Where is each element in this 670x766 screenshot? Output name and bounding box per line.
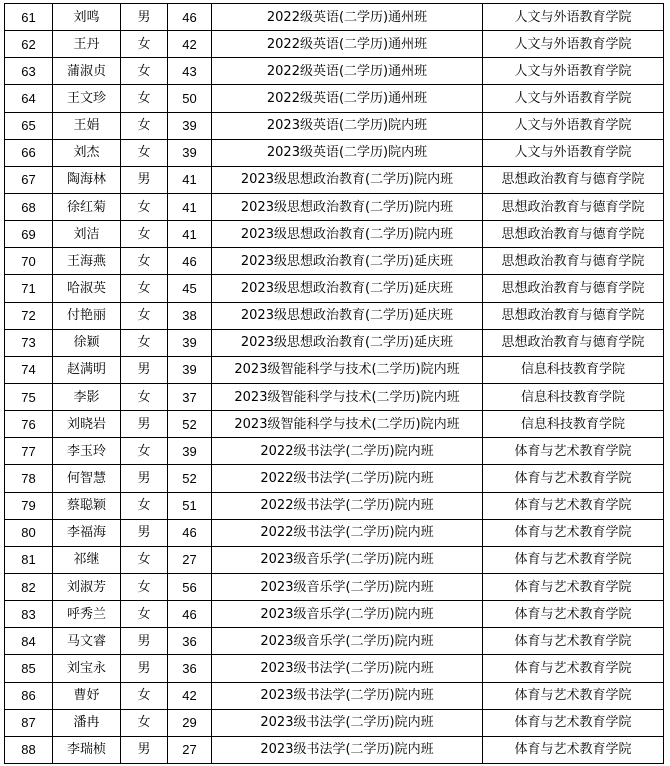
cell-college: 体育与艺术教育学院 bbox=[483, 709, 664, 736]
cell-gender: 女 bbox=[121, 383, 168, 410]
cell-number: 83 bbox=[5, 601, 53, 628]
cell-gender: 女 bbox=[121, 139, 168, 166]
cell-name: 刘晓岩 bbox=[53, 411, 121, 438]
cell-number: 72 bbox=[5, 302, 53, 329]
cell-college: 人文与外语教育学院 bbox=[483, 4, 664, 31]
cell-college: 信息科技教育学院 bbox=[483, 383, 664, 410]
cell-age: 46 bbox=[168, 601, 212, 628]
cell-number: 81 bbox=[5, 546, 53, 573]
cell-age: 27 bbox=[168, 736, 212, 763]
cell-number: 73 bbox=[5, 329, 53, 356]
cell-college: 人文与外语教育学院 bbox=[483, 58, 664, 85]
cell-number: 61 bbox=[5, 4, 53, 31]
cell-name: 潘冉 bbox=[53, 709, 121, 736]
cell-college: 体育与艺术教育学院 bbox=[483, 492, 664, 519]
cell-age: 52 bbox=[168, 465, 212, 492]
cell-age: 39 bbox=[168, 356, 212, 383]
table-row bbox=[5, 329, 664, 356]
cell-gender: 女 bbox=[121, 601, 168, 628]
cell-college: 人文与外语教育学院 bbox=[483, 112, 664, 139]
cell-gender: 女 bbox=[121, 193, 168, 220]
cell-college: 信息科技教育学院 bbox=[483, 411, 664, 438]
cell-gender: 男 bbox=[121, 736, 168, 763]
cell-name: 蔡聪颖 bbox=[53, 492, 121, 519]
cell-number: 66 bbox=[5, 139, 53, 166]
cell-name: 何智慧 bbox=[53, 465, 121, 492]
cell-college: 体育与艺术教育学院 bbox=[483, 601, 664, 628]
table-row bbox=[5, 682, 664, 709]
table-row bbox=[5, 736, 664, 763]
cell-college: 思想政治教育与德育学院 bbox=[483, 302, 664, 329]
cell-age: 27 bbox=[168, 546, 212, 573]
table-row bbox=[5, 221, 664, 248]
roster-table-body bbox=[5, 4, 664, 764]
cell-gender: 女 bbox=[121, 709, 168, 736]
cell-gender: 女 bbox=[121, 248, 168, 275]
cell-college: 人文与外语教育学院 bbox=[483, 139, 664, 166]
cell-class: 2023级英语(二学历)院内班 bbox=[212, 112, 483, 139]
cell-name: 赵满明 bbox=[53, 356, 121, 383]
cell-age: 36 bbox=[168, 628, 212, 655]
cell-gender: 男 bbox=[121, 166, 168, 193]
table-row bbox=[5, 166, 664, 193]
cell-age: 46 bbox=[168, 248, 212, 275]
cell-name: 徐颖 bbox=[53, 329, 121, 356]
cell-age: 41 bbox=[168, 166, 212, 193]
cell-number: 87 bbox=[5, 709, 53, 736]
cell-number: 74 bbox=[5, 356, 53, 383]
cell-number: 85 bbox=[5, 655, 53, 682]
cell-name: 付艳丽 bbox=[53, 302, 121, 329]
cell-class: 2023级智能科学与技术(二学历)院内班 bbox=[212, 411, 483, 438]
table-row bbox=[5, 383, 664, 410]
cell-gender: 男 bbox=[121, 519, 168, 546]
cell-number: 77 bbox=[5, 438, 53, 465]
cell-name: 刘杰 bbox=[53, 139, 121, 166]
cell-number: 76 bbox=[5, 411, 53, 438]
cell-class: 2022级英语(二学历)通州班 bbox=[212, 58, 483, 85]
cell-class: 2023级书法学(二学历)院内班 bbox=[212, 709, 483, 736]
cell-age: 41 bbox=[168, 193, 212, 220]
cell-class: 2022级书法学(二学历)院内班 bbox=[212, 438, 483, 465]
cell-name: 李福海 bbox=[53, 519, 121, 546]
cell-gender: 女 bbox=[121, 492, 168, 519]
cell-class: 2023级音乐学(二学历)院内班 bbox=[212, 601, 483, 628]
cell-gender: 男 bbox=[121, 411, 168, 438]
cell-number: 88 bbox=[5, 736, 53, 763]
cell-gender: 女 bbox=[121, 58, 168, 85]
table-row bbox=[5, 438, 664, 465]
cell-number: 68 bbox=[5, 193, 53, 220]
cell-age: 46 bbox=[168, 519, 212, 546]
cell-name: 刘宝永 bbox=[53, 655, 121, 682]
cell-age: 42 bbox=[168, 31, 212, 58]
cell-class: 2023级书法学(二学历)院内班 bbox=[212, 682, 483, 709]
cell-name: 刘鸣 bbox=[53, 4, 121, 31]
cell-college: 思想政治教育与德育学院 bbox=[483, 248, 664, 275]
cell-number: 75 bbox=[5, 383, 53, 410]
cell-college: 体育与艺术教育学院 bbox=[483, 573, 664, 600]
cell-class: 2023级思想政治教育(二学历)延庆班 bbox=[212, 275, 483, 302]
cell-number: 84 bbox=[5, 628, 53, 655]
cell-name: 刘洁 bbox=[53, 221, 121, 248]
cell-name: 王丹 bbox=[53, 31, 121, 58]
cell-age: 39 bbox=[168, 112, 212, 139]
cell-number: 71 bbox=[5, 275, 53, 302]
cell-college: 体育与艺术教育学院 bbox=[483, 465, 664, 492]
cell-number: 63 bbox=[5, 58, 53, 85]
table-row bbox=[5, 112, 664, 139]
cell-number: 86 bbox=[5, 682, 53, 709]
table-row bbox=[5, 4, 664, 31]
cell-class: 2022级书法学(二学历)院内班 bbox=[212, 465, 483, 492]
cell-college: 体育与艺术教育学院 bbox=[483, 736, 664, 763]
cell-class: 2023级思想政治教育(二学历)院内班 bbox=[212, 193, 483, 220]
cell-college: 思想政治教育与德育学院 bbox=[483, 275, 664, 302]
cell-name: 刘淑芳 bbox=[53, 573, 121, 600]
cell-college: 信息科技教育学院 bbox=[483, 356, 664, 383]
cell-class: 2023级音乐学(二学历)院内班 bbox=[212, 573, 483, 600]
cell-class: 2023级智能科学与技术(二学历)院内班 bbox=[212, 356, 483, 383]
cell-college: 思想政治教育与德育学院 bbox=[483, 329, 664, 356]
cell-college: 体育与艺术教育学院 bbox=[483, 546, 664, 573]
cell-name: 蒲淑贞 bbox=[53, 58, 121, 85]
cell-college: 思想政治教育与德育学院 bbox=[483, 166, 664, 193]
table-row bbox=[5, 709, 664, 736]
table-row bbox=[5, 85, 664, 112]
table-row bbox=[5, 58, 664, 85]
cell-class: 2023级书法学(二学历)院内班 bbox=[212, 655, 483, 682]
cell-age: 56 bbox=[168, 573, 212, 600]
cell-age: 45 bbox=[168, 275, 212, 302]
table-row bbox=[5, 546, 664, 573]
cell-gender: 女 bbox=[121, 275, 168, 302]
cell-age: 43 bbox=[168, 58, 212, 85]
cell-age: 29 bbox=[168, 709, 212, 736]
table-row bbox=[5, 139, 664, 166]
cell-name: 王文珍 bbox=[53, 85, 121, 112]
cell-college: 思想政治教育与德育学院 bbox=[483, 221, 664, 248]
cell-class: 2022级英语(二学历)通州班 bbox=[212, 31, 483, 58]
cell-age: 39 bbox=[168, 438, 212, 465]
table-row bbox=[5, 31, 664, 58]
cell-name: 曹妤 bbox=[53, 682, 121, 709]
cell-age: 51 bbox=[168, 492, 212, 519]
cell-gender: 女 bbox=[121, 31, 168, 58]
cell-age: 46 bbox=[168, 4, 212, 31]
cell-name: 李影 bbox=[53, 383, 121, 410]
cell-class: 2023级音乐学(二学历)院内班 bbox=[212, 628, 483, 655]
cell-class: 2023级思想政治教育(二学历)延庆班 bbox=[212, 248, 483, 275]
cell-number: 70 bbox=[5, 248, 53, 275]
cell-gender: 女 bbox=[121, 85, 168, 112]
cell-gender: 男 bbox=[121, 356, 168, 383]
table-row bbox=[5, 302, 664, 329]
table-row bbox=[5, 655, 664, 682]
cell-class: 2023级思想政治教育(二学历)院内班 bbox=[212, 221, 483, 248]
cell-college: 体育与艺术教育学院 bbox=[483, 682, 664, 709]
cell-class: 2022级英语(二学历)通州班 bbox=[212, 85, 483, 112]
cell-class: 2022级书法学(二学历)院内班 bbox=[212, 519, 483, 546]
cell-class: 2023级英语(二学历)院内班 bbox=[212, 139, 483, 166]
cell-gender: 女 bbox=[121, 112, 168, 139]
cell-name: 徐红菊 bbox=[53, 193, 121, 220]
cell-number: 64 bbox=[5, 85, 53, 112]
cell-name: 王海燕 bbox=[53, 248, 121, 275]
cell-class: 2023级书法学(二学历)院内班 bbox=[212, 736, 483, 763]
cell-name: 呼秀兰 bbox=[53, 601, 121, 628]
cell-name: 李瑞桢 bbox=[53, 736, 121, 763]
table-row bbox=[5, 411, 664, 438]
table-row bbox=[5, 275, 664, 302]
cell-college: 体育与艺术教育学院 bbox=[483, 655, 664, 682]
cell-name: 马文睿 bbox=[53, 628, 121, 655]
cell-class: 2022级英语(二学历)通州班 bbox=[212, 4, 483, 31]
cell-gender: 女 bbox=[121, 573, 168, 600]
cell-age: 38 bbox=[168, 302, 212, 329]
cell-number: 67 bbox=[5, 166, 53, 193]
cell-gender: 女 bbox=[121, 302, 168, 329]
cell-number: 69 bbox=[5, 221, 53, 248]
cell-name: 王娟 bbox=[53, 112, 121, 139]
cell-college: 思想政治教育与德育学院 bbox=[483, 193, 664, 220]
cell-name: 祁继 bbox=[53, 546, 121, 573]
table-row bbox=[5, 492, 664, 519]
cell-class: 2023级音乐学(二学历)院内班 bbox=[212, 546, 483, 573]
cell-class: 2023级智能科学与技术(二学历)院内班 bbox=[212, 383, 483, 410]
table-row bbox=[5, 601, 664, 628]
table-row bbox=[5, 628, 664, 655]
cell-age: 41 bbox=[168, 221, 212, 248]
cell-college: 体育与艺术教育学院 bbox=[483, 438, 664, 465]
cell-name: 哈淑英 bbox=[53, 275, 121, 302]
cell-number: 78 bbox=[5, 465, 53, 492]
cell-age: 52 bbox=[168, 411, 212, 438]
cell-number: 62 bbox=[5, 31, 53, 58]
cell-age: 37 bbox=[168, 383, 212, 410]
cell-number: 80 bbox=[5, 519, 53, 546]
cell-gender: 女 bbox=[121, 329, 168, 356]
cell-age: 36 bbox=[168, 655, 212, 682]
table-row bbox=[5, 519, 664, 546]
cell-gender: 女 bbox=[121, 438, 168, 465]
cell-class: 2023级思想政治教育(二学历)延庆班 bbox=[212, 302, 483, 329]
cell-college: 人文与外语教育学院 bbox=[483, 31, 664, 58]
table-row bbox=[5, 356, 664, 383]
table-row bbox=[5, 573, 664, 600]
cell-number: 79 bbox=[5, 492, 53, 519]
cell-gender: 男 bbox=[121, 628, 168, 655]
table-row bbox=[5, 465, 664, 492]
cell-gender: 女 bbox=[121, 546, 168, 573]
cell-age: 39 bbox=[168, 139, 212, 166]
cell-name: 李玉玲 bbox=[53, 438, 121, 465]
cell-class: 2023级思想政治教育(二学历)延庆班 bbox=[212, 329, 483, 356]
cell-number: 82 bbox=[5, 573, 53, 600]
cell-gender: 男 bbox=[121, 4, 168, 31]
cell-age: 39 bbox=[168, 329, 212, 356]
cell-age: 50 bbox=[168, 85, 212, 112]
cell-age: 42 bbox=[168, 682, 212, 709]
cell-class: 2023级思想政治教育(二学历)院内班 bbox=[212, 166, 483, 193]
cell-number: 65 bbox=[5, 112, 53, 139]
cell-gender: 男 bbox=[121, 655, 168, 682]
cell-college: 体育与艺术教育学院 bbox=[483, 519, 664, 546]
cell-college: 人文与外语教育学院 bbox=[483, 85, 664, 112]
cell-gender: 男 bbox=[121, 465, 168, 492]
cell-college: 体育与艺术教育学院 bbox=[483, 628, 664, 655]
cell-class: 2022级书法学(二学历)院内班 bbox=[212, 492, 483, 519]
roster-table bbox=[4, 3, 664, 764]
table-row bbox=[5, 248, 664, 275]
table-row bbox=[5, 193, 664, 220]
cell-gender: 女 bbox=[121, 221, 168, 248]
cell-name: 陶海林 bbox=[53, 166, 121, 193]
cell-gender: 女 bbox=[121, 682, 168, 709]
